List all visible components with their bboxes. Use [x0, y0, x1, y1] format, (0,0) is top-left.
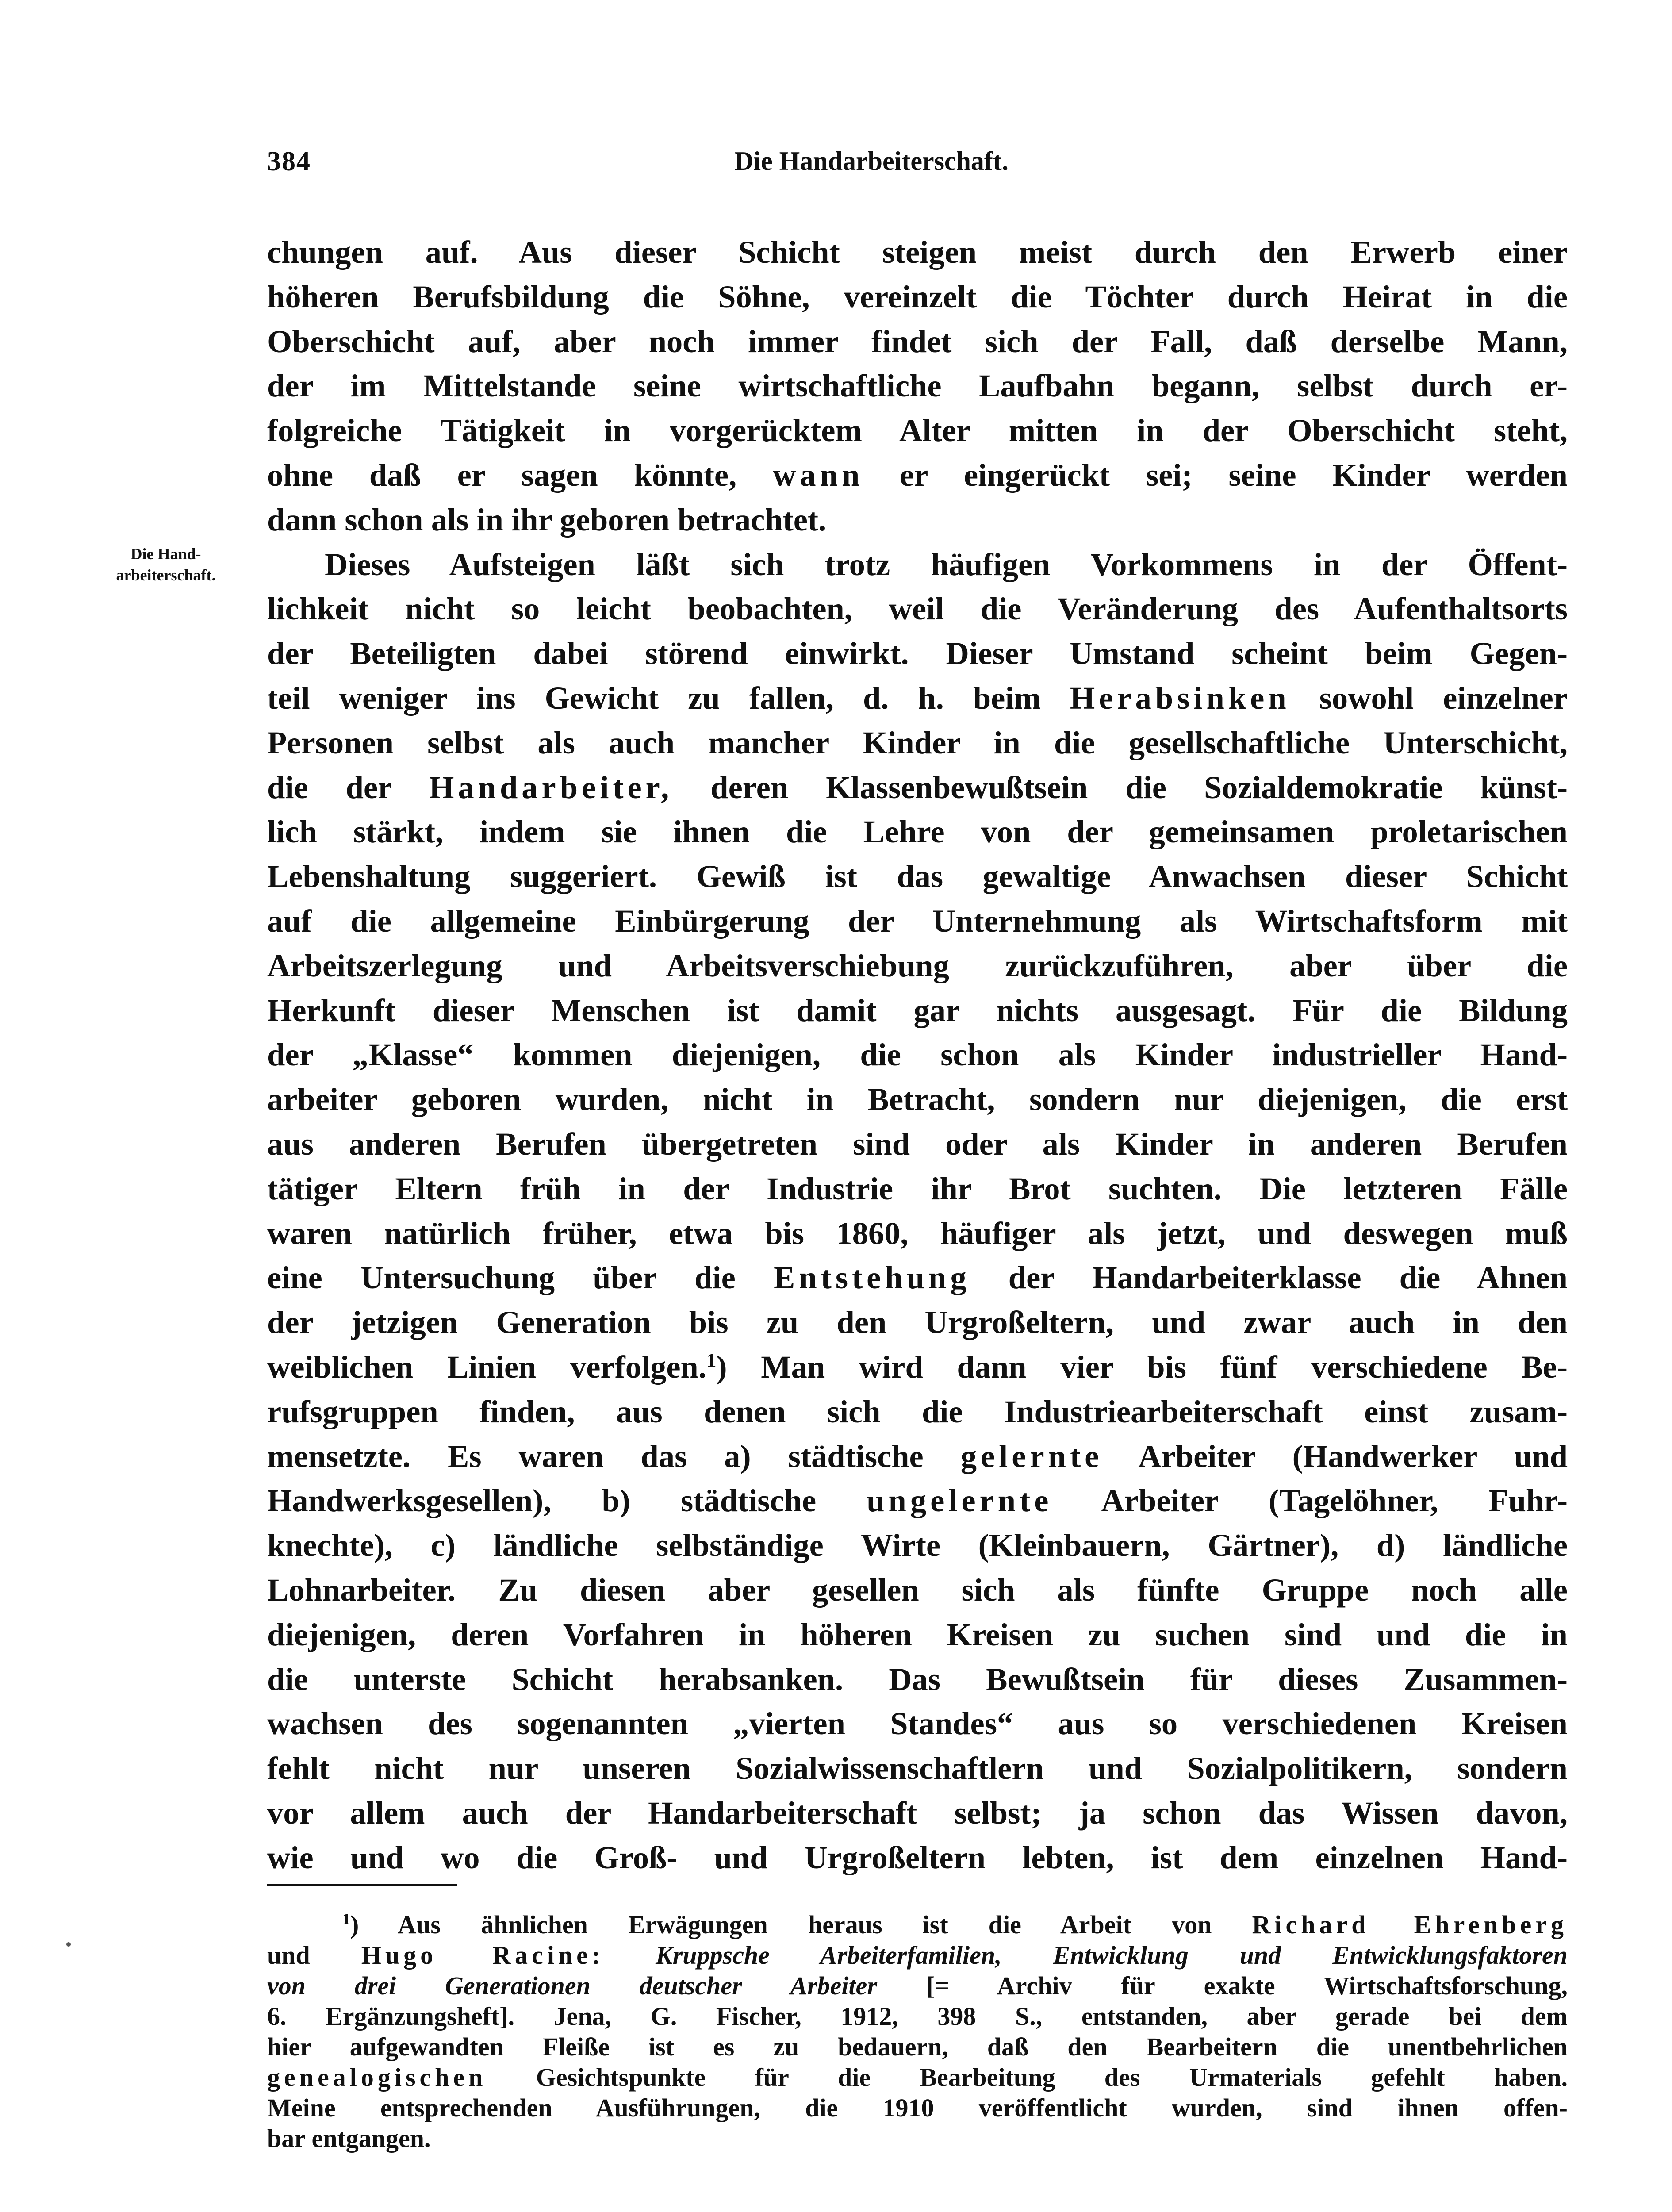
text-line: lich stärkt, indem sie ihnen die Lehre von der gemeinsamen proletarischen — [267, 814, 1568, 850]
text-line: folgreiche Tätigkeit in vorgerücktem Alter mitten in der Oberschicht steht, — [267, 412, 1568, 449]
footnote-divider — [267, 1884, 457, 1886]
spaced-emphasis: Handarbeiter, — [429, 769, 673, 805]
text-run: weiblichen Linien verfolgen. — [267, 1348, 706, 1385]
footnote-line: 6. Ergänzungsheft]. Jena, G. Fischer, 1912, 398 S., entstanden, aber gerade bei dem — [267, 2002, 1568, 2031]
footnote-line — [267, 2062, 1568, 2093]
spaced-emphasis: Herabsinken — [1070, 680, 1290, 716]
italic-title: Kruppsche Arbeiterfamilien, Entwicklung und Entwicklungsfaktoren — [656, 1941, 1568, 1970]
ink-speck — [66, 1942, 71, 1947]
text-run: und — [267, 1941, 310, 1970]
text-run: [= Archiv für exakte Wirtschaftsforschung, — [926, 1971, 1568, 2000]
text-line: dann schon als in ihr geboren betrachtet. — [267, 501, 827, 538]
footnote-line: bar entgangen. — [267, 2124, 431, 2153]
text-run: ohne daß er sagen könnte, — [267, 457, 737, 493]
text-run: er eingerückt sei; seine Kinder werden — [900, 457, 1568, 493]
text-line — [267, 453, 1568, 498]
text-run: eine Untersuchung über die — [267, 1260, 736, 1296]
text-line: Lebenshaltung suggeriert. Gewiß ist das gewaltige Anwachsen dieser Schicht — [267, 858, 1568, 895]
text-line: vor allem auch der Handarbeiterschaft selbst; ja schon das Wissen davon, — [267, 1794, 1568, 1831]
footnote-line: Meine entsprechenden Ausführungen, die 1910 veröffentlicht wurden, sind ihnen offen- — [267, 2093, 1568, 2122]
text-line: Lohnarbeiter. Zu diesen aber gesellen sich als fünfte Gruppe noch alle — [267, 1571, 1568, 1608]
spaced-emphasis: genealogischen — [267, 2063, 487, 2092]
text-line — [267, 1345, 1568, 1390]
text-line: auf die allgemeine Einbürgerung der Unternehmung als Wirtschaftsform mit — [267, 902, 1568, 939]
text-run: teil weniger ins Gewicht zu fallen, d. h. beim — [267, 680, 1041, 716]
text-line: Herkunft dieser Menschen ist damit gar nichts ausgesagt. Für die Bildung — [267, 992, 1568, 1028]
text-line: aus anderen Berufen übergetreten sind oder als Kinder in anderen Berufen — [267, 1125, 1568, 1162]
margin-note-line: arbeiterschaft. — [116, 566, 216, 584]
text-run: sowohl einzelner — [1319, 680, 1568, 716]
margin-note — [84, 543, 248, 586]
italic-title: von drei Generationen deutscher Arbeiter — [267, 1971, 877, 2000]
footnote — [267, 1909, 1568, 2154]
text-run: ) Aus ähnlichen Erwägungen heraus ist die Arbeit von — [350, 1910, 1212, 1939]
text-run: Arbeiter (Tagelöhner, Fuhr- — [1101, 1482, 1568, 1519]
text-line — [267, 676, 1568, 721]
text-line: der „Klasse“ kommen diejenigen, die schon als Kinder industrieller Hand- — [267, 1037, 1568, 1073]
spaced-emphasis: Richard Ehrenberg — [1252, 1910, 1568, 1939]
spaced-emphasis: ungelernte — [867, 1482, 1053, 1519]
footnote-line — [267, 1970, 1568, 2001]
text-line: rufsgruppen finden, aus denen sich die Industriearbeiterschaft einst zusam- — [267, 1393, 1568, 1429]
footnote-line: hier aufgewandten Fleiße ist es zu bedauern, daß den Bearbeitern die unentbehrlichen — [267, 2032, 1568, 2061]
text-run: der Handarbeiterklasse die Ahnen — [1008, 1260, 1568, 1296]
text-line: Dieses Aufsteigen läßt sich trotz häufigen Vorkommens in der Öffent- — [325, 546, 1568, 582]
text-line: chungen auf. Aus dieser Schicht steigen meist durch den Erwerb einer — [267, 234, 1568, 270]
spaced-emphasis: Hugo Racine: — [361, 1941, 605, 1970]
text-run: deren Klassenbewußtsein die Sozialdemokratie künst- — [710, 769, 1568, 805]
text-line: der jetzigen Generation bis zu den Urgroßeltern, und zwar auch in den — [267, 1304, 1568, 1340]
footnote-ref: 1 — [706, 1348, 717, 1371]
text-run: mensetzte. Es waren das a) städtische — [267, 1438, 924, 1474]
margin-note-line: Die Hand- — [130, 545, 201, 563]
text-line — [267, 1479, 1568, 1523]
text-line: diejenigen, deren Vorfahren in höheren Kreisen zu suchen sind und die in — [267, 1616, 1568, 1652]
text-line: Oberschicht auf, aber noch immer findet sich der Fall, daß derselbe Mann, — [267, 323, 1568, 359]
text-run: ) Man wird dann vier bis fünf verschiedene Be- — [716, 1348, 1568, 1385]
text-line — [267, 1256, 1568, 1300]
text-run: Arbeiter (Handwerker und — [1138, 1438, 1568, 1474]
text-run: die der — [267, 769, 391, 805]
text-line: fehlt nicht nur unseren Sozialwissenschaftlern und Sozialpolitikern, sondern — [267, 1750, 1568, 1786]
text-line: Personen selbst als auch mancher Kinder in die gesellschaftliche Unterschicht, — [267, 724, 1568, 760]
text-line: arbeiter geboren wurden, nicht in Betracht, sondern nur diejenigen, die erst — [267, 1081, 1568, 1118]
text-line: wachsen des sogenannten „vierten Standes“ aus so verschiedenen Kreisen — [267, 1705, 1568, 1742]
page-number: 384 — [267, 146, 311, 177]
footnote-mark: 1 — [342, 1910, 350, 1928]
text-line — [267, 765, 1568, 810]
text-line: waren natürlich früher, etwa bis 1860, häufiger als jetzt, und deswegen muß — [267, 1215, 1568, 1251]
text-run: Gesichtspunkte für die Bearbeitung des Urmaterials gefehlt haben. — [536, 2063, 1568, 2092]
text-run: Handwerksgesellen), b) städtische — [267, 1482, 817, 1519]
spaced-emphasis: Entstehung — [774, 1260, 970, 1296]
footnote-line — [267, 1940, 1568, 1970]
text-line: Arbeitszerlegung und Arbeitsverschiebung zurückzuführen, aber über die — [267, 947, 1568, 983]
text-line: höheren Berufsbildung die Söhne, vereinzelt die Töchter durch Heirat in die — [267, 278, 1568, 315]
text-line — [267, 1434, 1568, 1479]
footnote-line — [267, 1909, 1568, 1940]
text-line: tätiger Eltern früh in der Industrie ihr Brot suchten. Die letzteren Fälle — [267, 1170, 1568, 1206]
text-line: lichkeit nicht so leicht beobachten, weil die Veränderung des Aufenthaltsorts — [267, 591, 1568, 627]
text-line: wie und wo die Groß- und Urgroßeltern lebten, ist dem einzelnen Hand- — [267, 1839, 1568, 1875]
text-line: die unterste Schicht herabsanken. Das Bewußtsein für dieses Zusammen- — [267, 1661, 1568, 1697]
spaced-emphasis: gelernte — [960, 1438, 1103, 1474]
body-text — [267, 230, 1568, 1880]
running-head: Die Handarbeiterschaft. — [734, 146, 1009, 176]
spaced-emphasis: wann — [773, 457, 864, 493]
text-line: der Beteiligten dabei störend einwirkt. Dieser Umstand scheint beim Gegen- — [267, 635, 1568, 672]
text-line: knechte), c) ländliche selbständige Wirte (Kleinbauern, Gärtner), d) ländliche — [267, 1527, 1568, 1563]
text-line: der im Mittelstande seine wirtschaftliche Laufbahn begann, selbst durch er- — [267, 368, 1568, 404]
